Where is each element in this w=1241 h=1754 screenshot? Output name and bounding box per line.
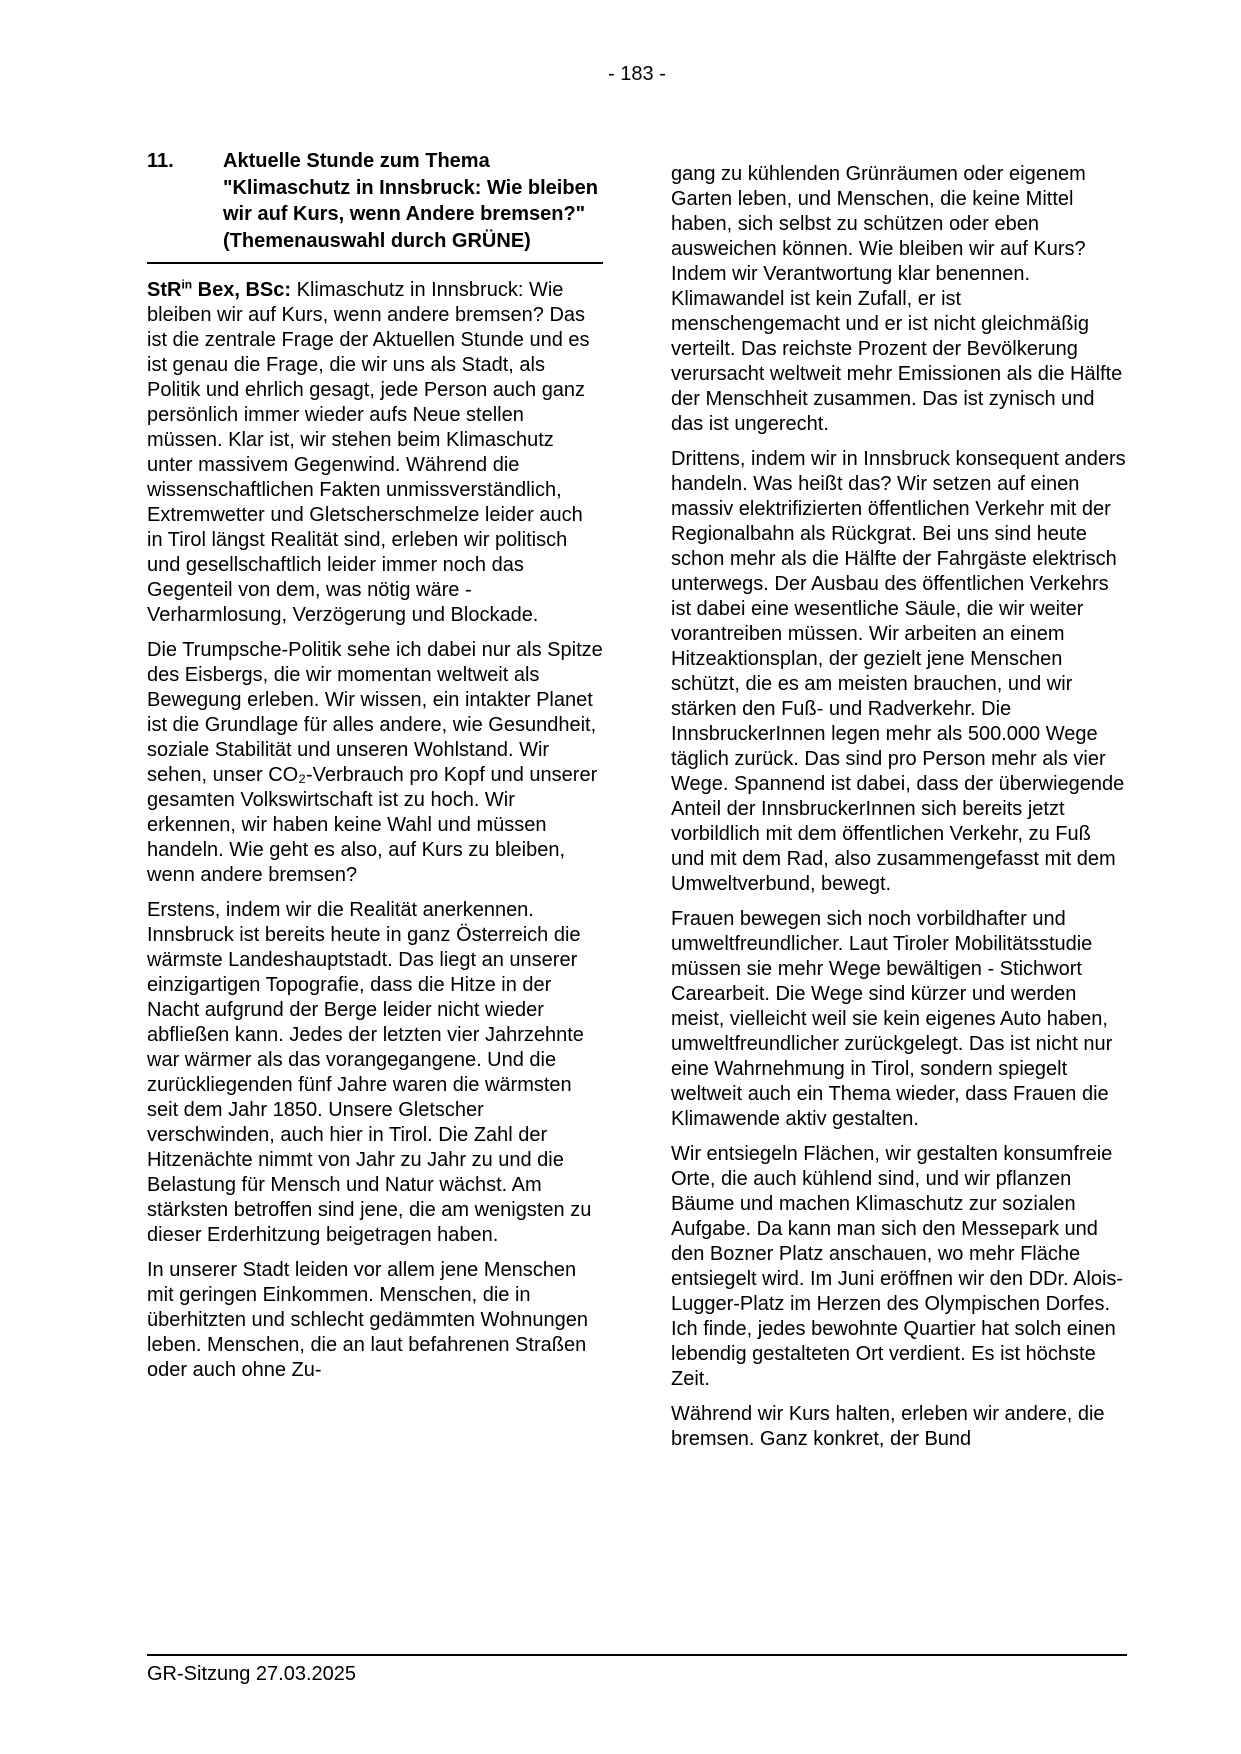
speech-body-right	[671, 162, 1127, 1452]
speech-body-left	[147, 278, 603, 1383]
speaker-role-abbrev: StR	[147, 279, 182, 301]
left-column	[147, 148, 603, 1462]
heading-divider-rule	[147, 262, 603, 264]
agenda-item-number: 11.	[147, 150, 174, 172]
agenda-item-title: Aktuelle Stunde zum Thema "Klimaschutz in Innsbruck: Wie bleiben wir auf Kurs, wenn Andere bremsen?" (Themenauswahl durch GRÜNE)	[223, 150, 598, 252]
speech-paragraph: Erstens, indem wir die Realität anerkennen. Innsbruck ist bereits heute in ganz Österreich die wärmste Landeshauptstadt. Das liegt an unserer einzigartigen Topografie, dass die Hitze in der Nacht aufgrund der Berge leider nicht wieder abfließen kann. Jedes der letzten vier Jahrzehnte war wärmer als das vorangegangene. Und die zurückliegenden fünf Jahre waren die wärmsten seit dem Jahr 1850. Unsere Gletscher verschwinden, auch hier in Tirol. Die Zahl der Hitzenächte nimmt von Jahr zu Jahr zu und die Belastung für Mensch und Natur wächst. Am stärksten betroffen sind jene, die am wenigsten zu dieser Erderhitzung beigetragen haben.	[147, 899, 592, 1246]
speech-paragraph-intro	[147, 278, 603, 628]
right-column	[671, 148, 1127, 1462]
speaker-role-superscript: in	[181, 277, 193, 292]
speech-paragraph: Frauen bewegen sich noch vorbildhafter und umweltfreundlicher. Laut Tiroler Mobilitätsstudie müssen sie mehr Wege bewältigen - Stichwort Carearbeit. Die Wege sind kürzer und werden meist, vielleicht weil sie kein eigenes Auto haben, umweltfreundlicher zurückgelegt. Das ist nicht nur eine Wahrnehmung in Tirol, sondern spiegelt weltweit auch ein Thema wieder, dass Frauen die Klimawende aktiv gestalten.	[671, 908, 1113, 1130]
speech-paragraph: Die Trumpsche-Politik sehe ich dabei nur als Spitze des Eisbergs, die wir momentan weltweit als Bewegung erleben. Wir wissen, ein intakter Planet ist die Grundlage für alles andere, wie Gesundheit, soziale Stabilität und unseren Wohlstand. Wir sehen, unser CO₂-Verbrauch pro Kopf und unserer gesamten Volkswirtschaft ist zu hoch. Wir erkennen, wir haben keine Wahl und müssen handeln. Wie geht es also, auf Kurs zu bleiben, wenn andere bremsen?	[147, 639, 603, 886]
text-columns	[147, 148, 1127, 1462]
speech-paragraph: Drittens, indem wir in Innsbruck konsequent anders handeln. Was heißt das? Wir setzen auf einen massiv elektrifizierten öffentlichen Verkehr mit der Regionalbahn als Rückgrat. Bei uns sind heute schon mehr als die Hälfte der Fahrgäste elektrisch unterwegs. Der Ausbau des öffentlichen Verkehrs ist dabei eine wesentliche Säule, die wir weiter vorantreiben müssen. Wir arbeiten an einem Hitzeaktionsplan, der gezielt jene Menschen schützt, die es am meisten brauchen, und wir stärken den Fuß- und Radverkehr. Die InnsbruckerInnen legen mehr als 500.000 Wege täglich zurück. Das sind pro Person mehr als vier Wege. Spannend ist dabei, dass der überwiegende Anteil der InnsbruckerInnen sich bereits jetzt vorbildlich mit dem öffentlichen Verkehr, zu Fuß und mit dem Rad, also zusammengefasst mit dem Umweltverbund, bewegt.	[671, 448, 1126, 895]
agenda-item-heading	[147, 148, 603, 254]
speaker-name-suffix: Bex, BSc:	[192, 279, 292, 301]
footer-divider-rule	[147, 1654, 1127, 1656]
footer-session-label: GR-Sitzung 27.03.2025	[147, 1663, 357, 1685]
speech-text: Klimaschutz in Innsbruck: Wie bleiben wir auf Kurs, wenn andere bremsen? Das ist die zentrale Frage der Aktuellen Stunde und es ist genau die Frage, die wir uns als Stadt, als Politik und ehrlich gesagt, jede Person auch ganz persönlich immer wieder aufs Neue stellen müssen. Klar ist, wir stehen beim Klimaschutz unter massivem Gegenwind. Während die wissenschaftlichen Fakten unmissverständlich, Extremwetter und Gletscherschmelze leider auch in Tirol längst Realität sind, erleben wir politisch und gesellschaftlich leider immer noch das Gegenteil von dem, was nötig wäre - Verharmlosung, Verzögerung und Blockade.	[147, 279, 590, 626]
speech-paragraph: gang zu kühlenden Grünräumen oder eigenem Garten leben, und Menschen, die keine Mittel haben, sich selbst zu schützen oder eben ausweichen können. Wie bleiben wir auf Kurs? Indem wir Verantwortung klar benennen. Klimawandel ist kein Zufall, er ist menschengemacht und er ist nicht gleichmäßig verteilt. Das reichste Prozent der Bevölkerung verursacht weltweit mehr Emissionen als die Hälfte der Menschheit zusammen. Das ist zynisch und das ist ungerecht.	[671, 163, 1123, 435]
speech-paragraph: In unserer Stadt leiden vor allem jene Menschen mit geringen Einkommen. Menschen, die in überhitzten und schlecht gedämmten Wohnungen leben. Menschen, die an laut befahrenen Straßen oder auch ohne Zu-	[147, 1259, 589, 1381]
page-number: - 183 -	[608, 63, 666, 85]
speech-paragraph: Während wir Kurs halten, erleben wir andere, die bremsen. Ganz konkret, der Bund	[671, 1403, 1105, 1450]
speech-paragraph: Wir entsiegeln Flächen, wir gestalten konsumfreie Orte, die auch kühlend sind, und wir pflanzen Bäume und machen Klimaschutz zur sozialen Aufgabe. Da kann man sich den Messepark und den Bozner Platz anschauen, wo mehr Fläche entsiegelt wird. Im Juni eröffnen wir den DDr. Alois-Lugger-Platz im Herzen des Olympischen Dorfes. Ich finde, jedes bewohnte Quartier hat solch einen lebendig gestalteten Ort verdient. Es ist höchste Zeit.	[671, 1143, 1124, 1390]
speaker-name	[147, 279, 291, 301]
page-footer	[147, 1654, 1127, 1686]
